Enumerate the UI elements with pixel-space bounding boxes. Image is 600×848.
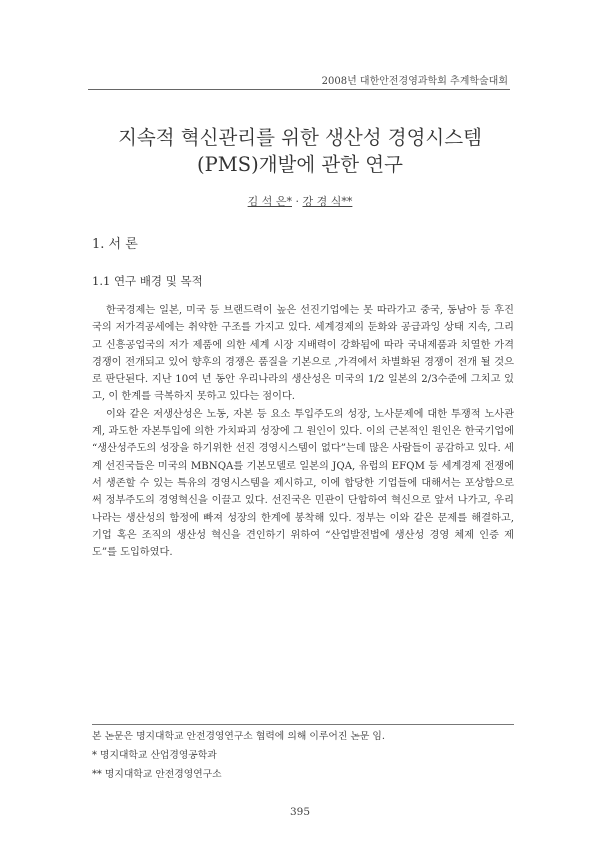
footnote-1: 본 논문은 명지대학교 안전경영연구소 협력에 의해 이루어진 논문 임. [92,731,386,742]
body-paragraph-2: 이와 같은 저생산성은 노동, 자본 등 요소 투입주도의 성장, 노사문제에 대한 투쟁적 노사관계, 과도한 자본투입에 의한 가치파괴 성장에 그 원인이 있다. 이의 근본적인 원인은 한국기업에 “생산성주도의 성장을 하기위한 선진 경영시스템이 없다”는데 많은 사람들이 공감하고 있다. 세계 선진국들은 미국의 MBNQA를 기본모델로 일본의 JQA, 유럽의 EFQM 등 세계경제 전쟁에서 생존할 수 있는 특유의 경영시스템을 제시하고, 이에 합당한 기업들에 대해서는 포상함으로써 정부주도의 경영혁신을 이끌고 있다. 선진국은 민관이 단합하여 혁신으로 앞서 나가고, 우리나라는 생산성의 함정에 빠져 성장의 한계에 봉착해 있다. 정부는 이와 같은 문제를 해결하고, 기업 혹은 조직의 생산성 혁신을 견인하기 위하여 “산업발전법에 생산성 경영 체제 인증 제도”를 도입하였다. [92,408,514,559]
page-number: 395 [289,806,311,818]
title-line-1: 지속적 혁신관리를 위한 생산성 경영시스템 [118,126,482,149]
author-1: 김 석 은* [247,195,292,208]
footnotes [92,727,385,784]
section-heading: 1. 서 론 [92,237,138,252]
author-separator: · [292,195,303,208]
footnote-2: * 명지대학교 산업경영공학과 [92,750,217,761]
author-2: 강 경 식** [302,195,353,208]
subsection-heading: 1.1 연구 배경 및 목적 [92,274,203,288]
title-line-2: (PMS)개발에 관한 연구 [197,153,403,176]
running-header: 2008년 대한안전경영과학회 추계학술대회 [321,76,508,87]
footnote-rule [92,724,514,725]
author-line [0,193,600,209]
header-rule [88,89,510,90]
footnote-3: ** 명지대학교 안전경영연구소 [92,769,222,780]
body-text [92,302,514,561]
body-paragraph-1: 한국경제는 일본, 미국 등 브랜드력이 높은 선진기업에는 못 따라가고 중국, 동남아 등 후진국의 저가격공세에는 취약한 구조를 가지고 있다. 세계경제의 둔화와 공급과잉 상태 지속, 그리고 신흥공업국의 저가 제품에 의한 세계 시장 지배력이 강화됨에 따라 국내제품과 치열한 가격경쟁이 전개되고 있어 향후의 경쟁은 품질을 기본으로 ,가격에서 차별화된 경쟁이 전개 될 것으로 판단된다. 지난 10여 년 동안 우리나라의 생산성은 미국의 1/2 일본의 2/3수준에 그치고 있고, 이 한계를 극복하지 못하고 있다는 점이다. [92,305,514,403]
paper-title [0,124,600,178]
